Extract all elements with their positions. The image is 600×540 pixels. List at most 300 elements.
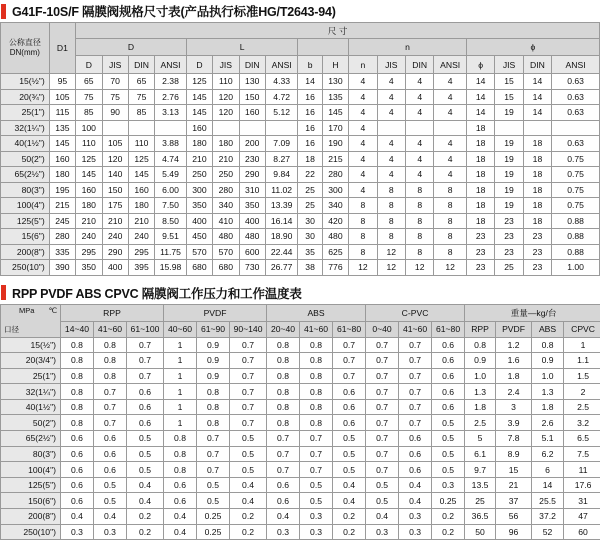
table-cell: 240 xyxy=(102,229,128,245)
table-cell xyxy=(495,120,523,136)
table-row xyxy=(1,337,600,353)
table-row xyxy=(1,260,600,276)
column-subheader: ANSI xyxy=(552,56,600,74)
table-cell: 0.6 xyxy=(164,477,197,493)
table-cell: 22.44 xyxy=(265,244,297,260)
table-row xyxy=(1,229,600,245)
row-size-label: 32(1¼") xyxy=(1,384,61,400)
table-cell: 215 xyxy=(322,151,348,167)
table-cell: 0.5 xyxy=(333,462,366,478)
table-cell: 6.00 xyxy=(155,182,186,198)
table-cell: 8 xyxy=(406,213,434,229)
table-cell: 15 xyxy=(496,462,532,478)
table-cell: 8 xyxy=(406,182,434,198)
table-cell: 0.3 xyxy=(300,509,333,525)
column-subheader: b xyxy=(298,56,322,74)
table-cell: 12 xyxy=(377,260,405,276)
table-cell: 8 xyxy=(406,198,434,214)
table-cell: 180 xyxy=(49,167,75,183)
table-cell: 410 xyxy=(213,213,239,229)
table-cell: 0.9 xyxy=(197,337,230,353)
table-cell: 0.7 xyxy=(366,399,399,415)
table-cell: 12 xyxy=(349,260,377,276)
table-row xyxy=(1,167,600,183)
column-subheader: 41~60 xyxy=(94,321,127,337)
table-cell: 4 xyxy=(406,89,434,105)
table-cell: 0.8 xyxy=(300,368,333,384)
table-cell: 18 xyxy=(523,167,551,183)
table-cell: 0.5 xyxy=(94,477,127,493)
table-cell: 0.7 xyxy=(197,431,230,447)
table-cell xyxy=(434,120,466,136)
table-cell: 5.1 xyxy=(532,431,564,447)
table-cell: 0.3 xyxy=(300,524,333,540)
table-cell: 400 xyxy=(186,213,212,229)
table-cell: 0.3 xyxy=(94,524,127,540)
table-cell: 0.7 xyxy=(94,384,127,400)
table-cell: 1 xyxy=(164,384,197,400)
table-cell: 2.38 xyxy=(155,74,186,90)
dimensions-group-header: 尺 寸 xyxy=(76,23,600,39)
row-size-label: 250(10") xyxy=(1,260,50,276)
table-cell: 14 xyxy=(466,89,494,105)
table-cell: 450 xyxy=(186,229,212,245)
table-cell: 14 xyxy=(523,89,551,105)
table-cell: 4 xyxy=(434,89,466,105)
table-cell: 14 xyxy=(298,74,322,90)
column-subheader: PVDF xyxy=(496,321,532,337)
table-cell: 0.7 xyxy=(267,446,300,462)
table-cell xyxy=(128,120,154,136)
table-cell: 0.9 xyxy=(532,353,564,369)
column-subheader: ANSI xyxy=(155,56,186,74)
table-cell: 0.8 xyxy=(300,384,333,400)
table-cell: 12 xyxy=(406,260,434,276)
table-cell: 0.8 xyxy=(61,337,94,353)
table-cell: 12 xyxy=(377,244,405,260)
table-cell: 280 xyxy=(213,182,239,198)
table-cell: 8 xyxy=(377,198,405,214)
table-cell: 1 xyxy=(164,337,197,353)
table-row xyxy=(1,213,600,229)
table-cell: 0.6 xyxy=(61,446,94,462)
table-cell: 4 xyxy=(377,105,405,121)
table-cell: 145 xyxy=(49,136,75,152)
table-cell: 0.5 xyxy=(300,477,333,493)
table-cell: 110 xyxy=(76,136,102,152)
table-cell: 0.7 xyxy=(300,446,333,462)
table-cell: 25 xyxy=(298,182,322,198)
table-cell: 400 xyxy=(102,260,128,276)
table-cell: 23 xyxy=(466,244,494,260)
table-cell: 0.7 xyxy=(333,368,366,384)
table-cell: 215 xyxy=(49,198,75,214)
table-cell: 15.98 xyxy=(155,260,186,276)
row-size-label: 65(2½") xyxy=(1,167,50,183)
table-cell: 0.8 xyxy=(300,337,333,353)
table-cell: 0.8 xyxy=(197,399,230,415)
table-cell: 2.76 xyxy=(155,89,186,105)
table-cell: 4 xyxy=(434,167,466,183)
table-cell: 0.7 xyxy=(230,384,267,400)
table-cell: 625 xyxy=(322,244,348,260)
table-cell: 18 xyxy=(466,182,494,198)
table-cell: 0.88 xyxy=(552,213,600,229)
table-cell: 0.4 xyxy=(333,493,366,509)
table-row xyxy=(1,120,600,136)
table-cell: 145 xyxy=(186,105,212,121)
table-cell: 14 xyxy=(466,74,494,90)
table-cell: 8 xyxy=(406,229,434,245)
table-cell: 19 xyxy=(495,136,523,152)
table-cell: 7.5 xyxy=(564,446,600,462)
table-cell: 18 xyxy=(466,213,494,229)
table-cell: 120 xyxy=(213,89,239,105)
column-subheader: H xyxy=(322,56,348,74)
column-subheader: ϕ xyxy=(466,56,494,74)
column-subheader: 61~90 xyxy=(197,321,230,337)
table-cell: 140 xyxy=(102,167,128,183)
table-cell: 240 xyxy=(76,229,102,245)
table-cell: 5 xyxy=(465,431,496,447)
table-cell: 50 xyxy=(465,524,496,540)
table-cell: 210 xyxy=(213,151,239,167)
table-cell: 38 xyxy=(298,260,322,276)
table-cell: 0.2 xyxy=(333,509,366,525)
table-cell: 4 xyxy=(377,74,405,90)
row-size-label: 50(2") xyxy=(1,151,50,167)
table-cell: 0.25 xyxy=(197,509,230,525)
table-cell: 350 xyxy=(186,198,212,214)
table-cell: 75 xyxy=(128,89,154,105)
table-cell: 19 xyxy=(495,151,523,167)
table-cell: 5.12 xyxy=(265,105,297,121)
table-cell: 0.7 xyxy=(366,462,399,478)
table2-title-row xyxy=(0,282,600,304)
table-cell: 0.3 xyxy=(399,524,432,540)
table-cell: 0.7 xyxy=(333,353,366,369)
table-cell: 8.27 xyxy=(265,151,297,167)
table-cell: 37.2 xyxy=(532,509,564,525)
table-cell: 0.5 xyxy=(432,446,465,462)
table-cell: 31 xyxy=(564,493,600,509)
table-cell: 680 xyxy=(213,260,239,276)
table-cell: 0.8 xyxy=(164,431,197,447)
table-cell: 0.8 xyxy=(94,337,127,353)
table-cell: 0.7 xyxy=(300,431,333,447)
table-cell: 18 xyxy=(466,120,494,136)
column-subheader: 41~60 xyxy=(300,321,333,337)
table-cell: 600 xyxy=(239,244,265,260)
table-cell: 4 xyxy=(349,167,377,183)
table-cell: 19 xyxy=(495,167,523,183)
table-cell: 8.50 xyxy=(155,213,186,229)
table-cell: 0.6 xyxy=(127,415,164,431)
table-cell: 300 xyxy=(186,182,212,198)
table-cell: 335 xyxy=(49,244,75,260)
table-cell: 23 xyxy=(466,229,494,245)
table-cell: 0.7 xyxy=(127,368,164,384)
table-row xyxy=(1,493,600,509)
table-cell: 0.6 xyxy=(333,415,366,431)
table-cell: 8 xyxy=(349,244,377,260)
table-cell: 7.50 xyxy=(155,198,186,214)
table-cell: 420 xyxy=(322,213,348,229)
table-cell: 7.8 xyxy=(496,431,532,447)
table-cell: 0.7 xyxy=(366,353,399,369)
table-cell: 570 xyxy=(213,244,239,260)
row-size-label: 250(10") xyxy=(1,524,61,540)
table-cell: 0.7 xyxy=(333,337,366,353)
table-cell: 23 xyxy=(495,213,523,229)
table-cell: 4 xyxy=(434,74,466,90)
table-cell: 0.8 xyxy=(61,415,94,431)
table-cell: 125 xyxy=(76,151,102,167)
table-cell xyxy=(552,120,600,136)
table-cell: 8 xyxy=(434,244,466,260)
column-subheader: DIN xyxy=(406,56,434,74)
table-cell: 0.9 xyxy=(197,368,230,384)
table-cell: 0.8 xyxy=(197,384,230,400)
table-cell: 4 xyxy=(406,151,434,167)
table-cell: 85 xyxy=(76,105,102,121)
table-cell: 4 xyxy=(406,105,434,121)
table-cell: 1.0 xyxy=(532,368,564,384)
table-cell: 105 xyxy=(49,89,75,105)
table-cell: 8 xyxy=(349,198,377,214)
table-cell: 0.2 xyxy=(127,509,164,525)
table-row xyxy=(1,399,600,415)
table-cell: 0.7 xyxy=(399,337,432,353)
row-size-label: 25(1") xyxy=(1,105,50,121)
table-cell: 0.2 xyxy=(230,509,267,525)
column-subheader: 14~40 xyxy=(61,321,94,337)
column-subheader: 20~40 xyxy=(267,321,300,337)
table-cell: 0.8 xyxy=(267,353,300,369)
table-cell: 280 xyxy=(322,167,348,183)
table-cell: 0.7 xyxy=(399,415,432,431)
table-cell: 350 xyxy=(76,260,102,276)
table-cell: 18 xyxy=(523,136,551,152)
table-cell: 0.7 xyxy=(230,415,267,431)
group-phi-header: ϕ xyxy=(466,39,599,56)
table-cell: 0.8 xyxy=(465,337,496,353)
table-cell: 0.6 xyxy=(432,384,465,400)
row-size-label: 20(¾") xyxy=(1,89,50,105)
table-cell: 23 xyxy=(523,229,551,245)
table-cell: 0.5 xyxy=(333,446,366,462)
table-cell: 4 xyxy=(349,74,377,90)
table-cell: 0.8 xyxy=(300,399,333,415)
column-subheader: DIN xyxy=(128,56,154,74)
table-cell: 25 xyxy=(298,198,322,214)
table-cell: 340 xyxy=(213,198,239,214)
table-cell: 200 xyxy=(239,136,265,152)
table-cell: 0.5 xyxy=(300,493,333,509)
table-cell: 250 xyxy=(186,167,212,183)
table-cell: 16 xyxy=(298,136,322,152)
row-size-label: 15(½") xyxy=(1,337,61,353)
table-cell: 18.90 xyxy=(265,229,297,245)
table-cell: 0.7 xyxy=(267,462,300,478)
table-cell: 4 xyxy=(349,120,377,136)
table-cell: 1.8 xyxy=(465,399,496,415)
table-cell: 0.75 xyxy=(552,151,600,167)
table-cell: 3 xyxy=(496,399,532,415)
table-cell: 23 xyxy=(495,244,523,260)
table-cell: 135 xyxy=(322,89,348,105)
table-cell: 4 xyxy=(406,74,434,90)
table-cell: 0.8 xyxy=(197,415,230,431)
table-cell: 0.5 xyxy=(230,446,267,462)
table-cell: 0.8 xyxy=(164,462,197,478)
table-cell: 0.5 xyxy=(432,462,465,478)
table-cell: 0.63 xyxy=(552,136,600,152)
table-cell: 4.74 xyxy=(155,151,186,167)
table-cell: 9.7 xyxy=(465,462,496,478)
column-subheader: 61~80 xyxy=(432,321,465,337)
table-cell: 18 xyxy=(466,198,494,214)
group-n-header: n xyxy=(349,39,467,56)
column-subheader: RPP xyxy=(465,321,496,337)
table-cell: 210 xyxy=(128,213,154,229)
table-cell: 0.6 xyxy=(399,462,432,478)
table-cell: 150 xyxy=(102,182,128,198)
table-cell: 0.9 xyxy=(465,353,496,369)
table-cell: 4 xyxy=(406,167,434,183)
table-cell: 0.5 xyxy=(127,462,164,478)
table-cell: 0.4 xyxy=(230,477,267,493)
column-subheader: 90~140 xyxy=(230,321,267,337)
table-cell: 0.5 xyxy=(230,431,267,447)
table-cell xyxy=(155,120,186,136)
table-row xyxy=(1,446,600,462)
table-cell: 0.8 xyxy=(267,337,300,353)
table-cell: 0.75 xyxy=(552,167,600,183)
table-cell: 0.6 xyxy=(432,399,465,415)
table-cell: 145 xyxy=(186,89,212,105)
table-cell: 2.6 xyxy=(532,415,564,431)
column-subheader: 40~60 xyxy=(164,321,197,337)
column-subheader: JIS xyxy=(495,56,523,74)
column-subheader: D xyxy=(186,56,212,74)
table-cell: 145 xyxy=(128,167,154,183)
table-cell: 0.4 xyxy=(61,509,94,525)
table-cell: 23 xyxy=(523,244,551,260)
corner-label: 口径 xyxy=(4,324,19,335)
table-cell: 0.5 xyxy=(94,493,127,509)
table-cell: 0.8 xyxy=(164,446,197,462)
table-cell: 14 xyxy=(466,105,494,121)
table-cell: 160 xyxy=(128,182,154,198)
table-cell: 0.8 xyxy=(300,353,333,369)
row-size-label: 80(3") xyxy=(1,182,50,198)
column-subheader: JIS xyxy=(377,56,405,74)
table-cell: 36.5 xyxy=(465,509,496,525)
table-cell: 4 xyxy=(377,151,405,167)
table-row xyxy=(1,431,600,447)
table-cell: 0.5 xyxy=(333,431,366,447)
group-pvdf-header: PVDF xyxy=(164,304,267,321)
table-cell: 2.5 xyxy=(564,399,600,415)
table-cell: 0.7 xyxy=(94,415,127,431)
corner-unit-mpa: MPa xyxy=(19,306,34,315)
table-cell: 0.4 xyxy=(399,493,432,509)
table-cell: 19 xyxy=(495,198,523,214)
table-row xyxy=(1,151,600,167)
table-cell: 180 xyxy=(213,136,239,152)
column-subheader: JIS xyxy=(102,56,128,74)
table-cell: 0.6 xyxy=(432,368,465,384)
table-cell: 18 xyxy=(298,151,322,167)
table-row xyxy=(1,136,600,152)
column-subheader: 61~80 xyxy=(333,321,366,337)
table-cell: 295 xyxy=(76,244,102,260)
table-row xyxy=(1,509,600,525)
table-row xyxy=(1,105,600,121)
row-size-label: 25(1") xyxy=(1,368,61,384)
table-row xyxy=(1,182,600,198)
table-cell: 19 xyxy=(495,105,523,121)
table-cell: 1 xyxy=(164,353,197,369)
table-cell: 0.7 xyxy=(366,431,399,447)
table-cell: 0.2 xyxy=(432,524,465,540)
table-cell: 4 xyxy=(377,136,405,152)
table-cell: 295 xyxy=(128,244,154,260)
table-cell: 18 xyxy=(523,213,551,229)
table-cell: 105 xyxy=(102,136,128,152)
table-cell: 160 xyxy=(186,120,212,136)
table-cell: 115 xyxy=(49,105,75,121)
table-cell: 1.2 xyxy=(496,337,532,353)
table-cell: 0.7 xyxy=(366,384,399,400)
table-cell: 4 xyxy=(406,136,434,152)
table-cell: 18 xyxy=(523,151,551,167)
table-cell: 0.8 xyxy=(267,399,300,415)
table-cell: 23 xyxy=(466,260,494,276)
pressure-temperature-table xyxy=(0,304,600,540)
table-cell: 16 xyxy=(298,89,322,105)
group-weight-header: 重量—kg/台 xyxy=(465,304,600,321)
table-cell: 125 xyxy=(128,151,154,167)
table-cell: 0.8 xyxy=(300,415,333,431)
dimensions-table xyxy=(0,22,600,276)
row-size-label: 200(8") xyxy=(1,509,61,525)
table-cell: 160 xyxy=(239,105,265,121)
table-cell: 350 xyxy=(239,198,265,214)
table-cell: 0.6 xyxy=(399,446,432,462)
column-subheader: 61~100 xyxy=(127,321,164,337)
table-cell: 4.33 xyxy=(265,74,297,90)
table-cell: 75 xyxy=(76,89,102,105)
column-subheader: CPVC xyxy=(564,321,600,337)
table-cell: 180 xyxy=(186,136,212,152)
d1-header: D1 xyxy=(49,23,75,74)
table-cell: 14 xyxy=(523,74,551,90)
table-cell: 2.5 xyxy=(465,415,496,431)
table-cell: 1.8 xyxy=(532,399,564,415)
group-abs-header: ABS xyxy=(267,304,366,321)
row-size-label: 125(5") xyxy=(1,477,61,493)
table-cell: 0.75 xyxy=(552,182,600,198)
table-cell: 290 xyxy=(102,244,128,260)
corner-unit-temp: ℃ xyxy=(49,306,57,315)
table-cell: 11 xyxy=(564,462,600,478)
table-cell: 0.5 xyxy=(432,431,465,447)
table-cell: 3.13 xyxy=(155,105,186,121)
table-cell: 170 xyxy=(322,120,348,136)
group-bh-blank xyxy=(298,39,349,56)
